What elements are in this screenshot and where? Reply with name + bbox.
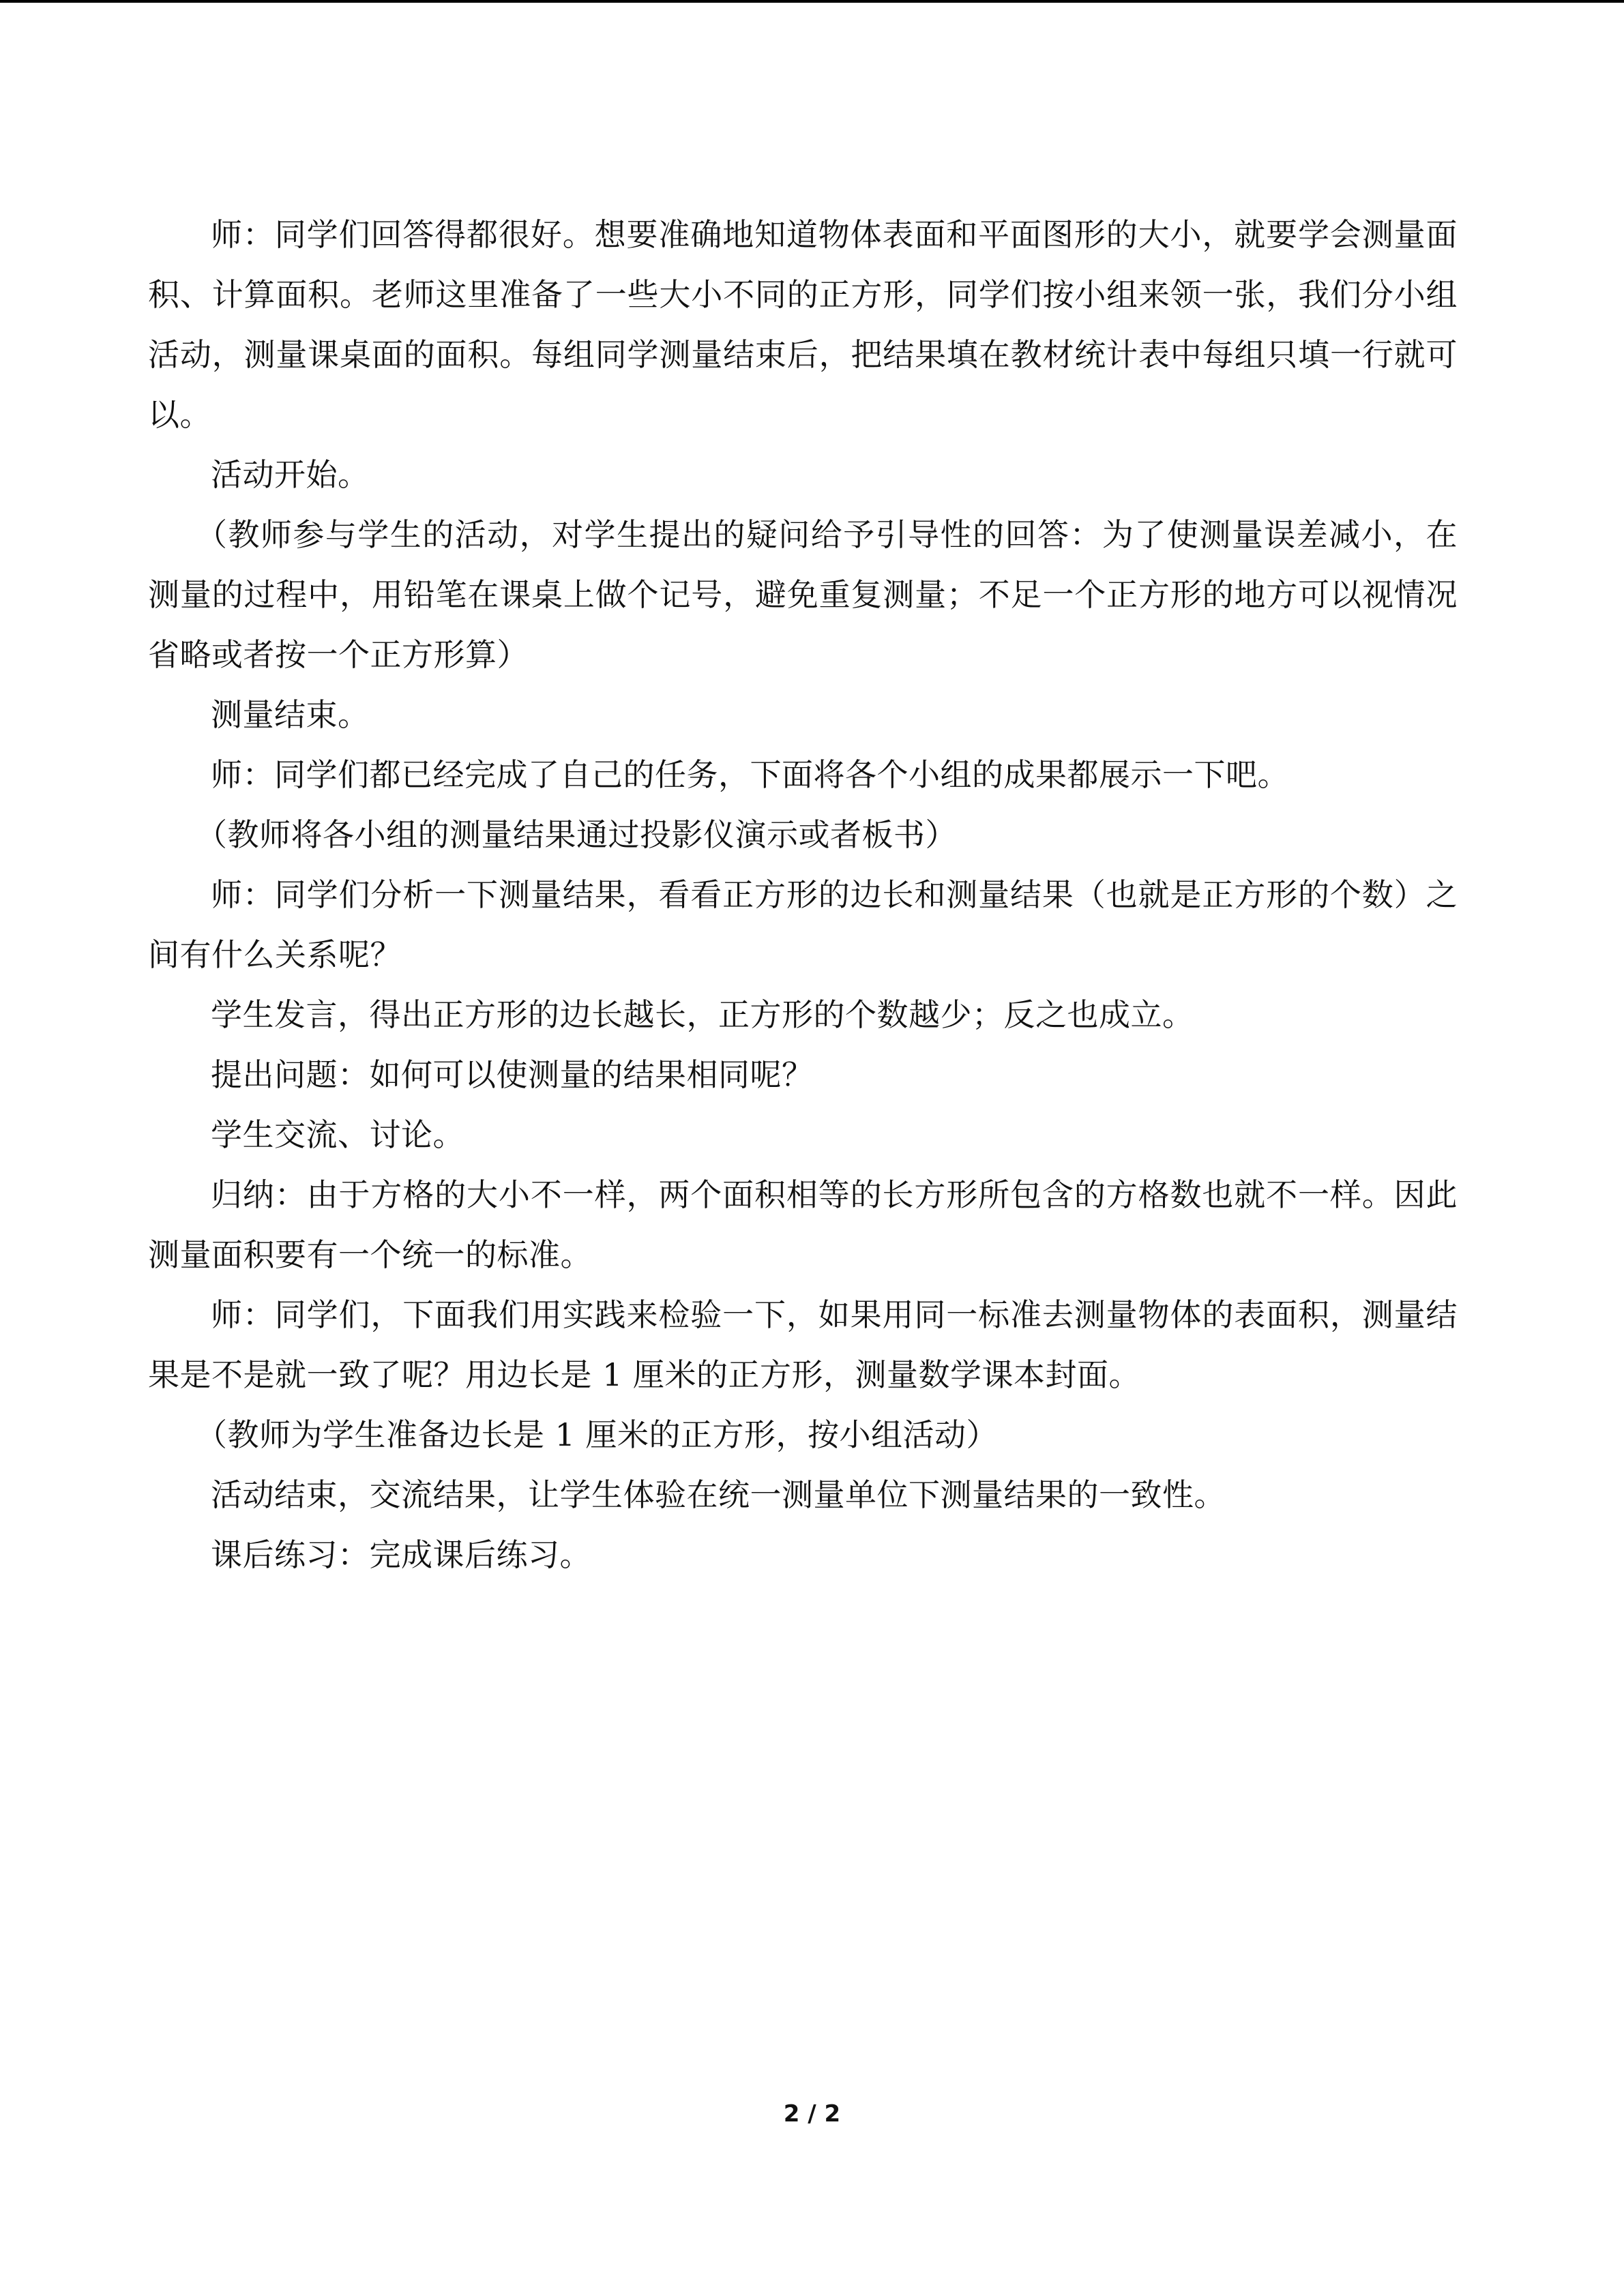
paragraph-activity-end: 活动结束，交流结果，让学生体验在统一测量单位下测量结果的一致性。 [211, 1476, 1226, 1513]
paragraph-summary: 归纳：由于方格的大小不一样，两个面积相等的长方形所包含的方格数也就不一样。因此测量面积要有一个统一的标准。 [148, 1176, 1458, 1273]
paragraph-teacher-prepare: （教师为学生准备边长是 1 厘米的正方形，按小组活动） [196, 1416, 999, 1453]
paragraph-discussion: 学生交流、讨论。 [211, 1116, 464, 1153]
page-top-border [0, 0, 1624, 3]
document-body [148, 205, 1458, 1585]
paragraph-teacher-projection: （教师将各小组的测量结果通过投影仪演示或者板书） [196, 816, 957, 853]
paragraph-teacher-practice: 师：同学们，下面我们用实践来检验一下，如果用同一标准去测量物体的表面积，测量结果是不是就一致了呢？用边长是 1 厘米的正方形，测量数学课本封面。 [148, 1296, 1458, 1393]
page-number: 2 / 2 [783, 2100, 841, 2128]
paragraph-teacher-intro: 师：同学们回答得都很好。想要准确地知道物体表面和平面图形的大小，就要学会测量面积、计算面积。老师这里准备了一些大小不同的正方形，同学们按小组来领一张，我们分小组活动，测量课桌面的面积。每组同学测量结束后，把结果填在教材统计表中每组只填一行就可以。 [148, 216, 1458, 433]
paragraph-activity-start: 活动开始。 [211, 456, 370, 493]
paragraph-teacher-showcase: 师：同学们都已经完成了自己的任务，下面将各个小组的成果都展示一下吧。 [211, 756, 1289, 793]
paragraph-student-answer: 学生发言，得出正方形的边长越长，正方形的个数越少；反之也成立。 [211, 996, 1194, 1033]
paragraph-teacher-analysis: 师：同学们分析一下测量结果，看看正方形的边长和测量结果（也就是正方形的个数）之间有什么关系呢？ [148, 876, 1458, 973]
paragraph-measure-end: 测量结束。 [211, 696, 370, 733]
paragraph-teacher-guidance: （教师参与学生的活动，对学生提出的疑问给予引导性的回答：为了使测量误差减小，在测量的过程中，用铅笔在课桌上做个记号，避免重复测量；不足一个正方形的地方可以视情况省略或者按一个正方形算） [148, 516, 1458, 673]
paragraph-question: 提出问题：如何可以使测量的结果相同呢？ [211, 1056, 814, 1093]
paragraph-homework: 课后练习：完成课后练习。 [211, 1536, 591, 1573]
